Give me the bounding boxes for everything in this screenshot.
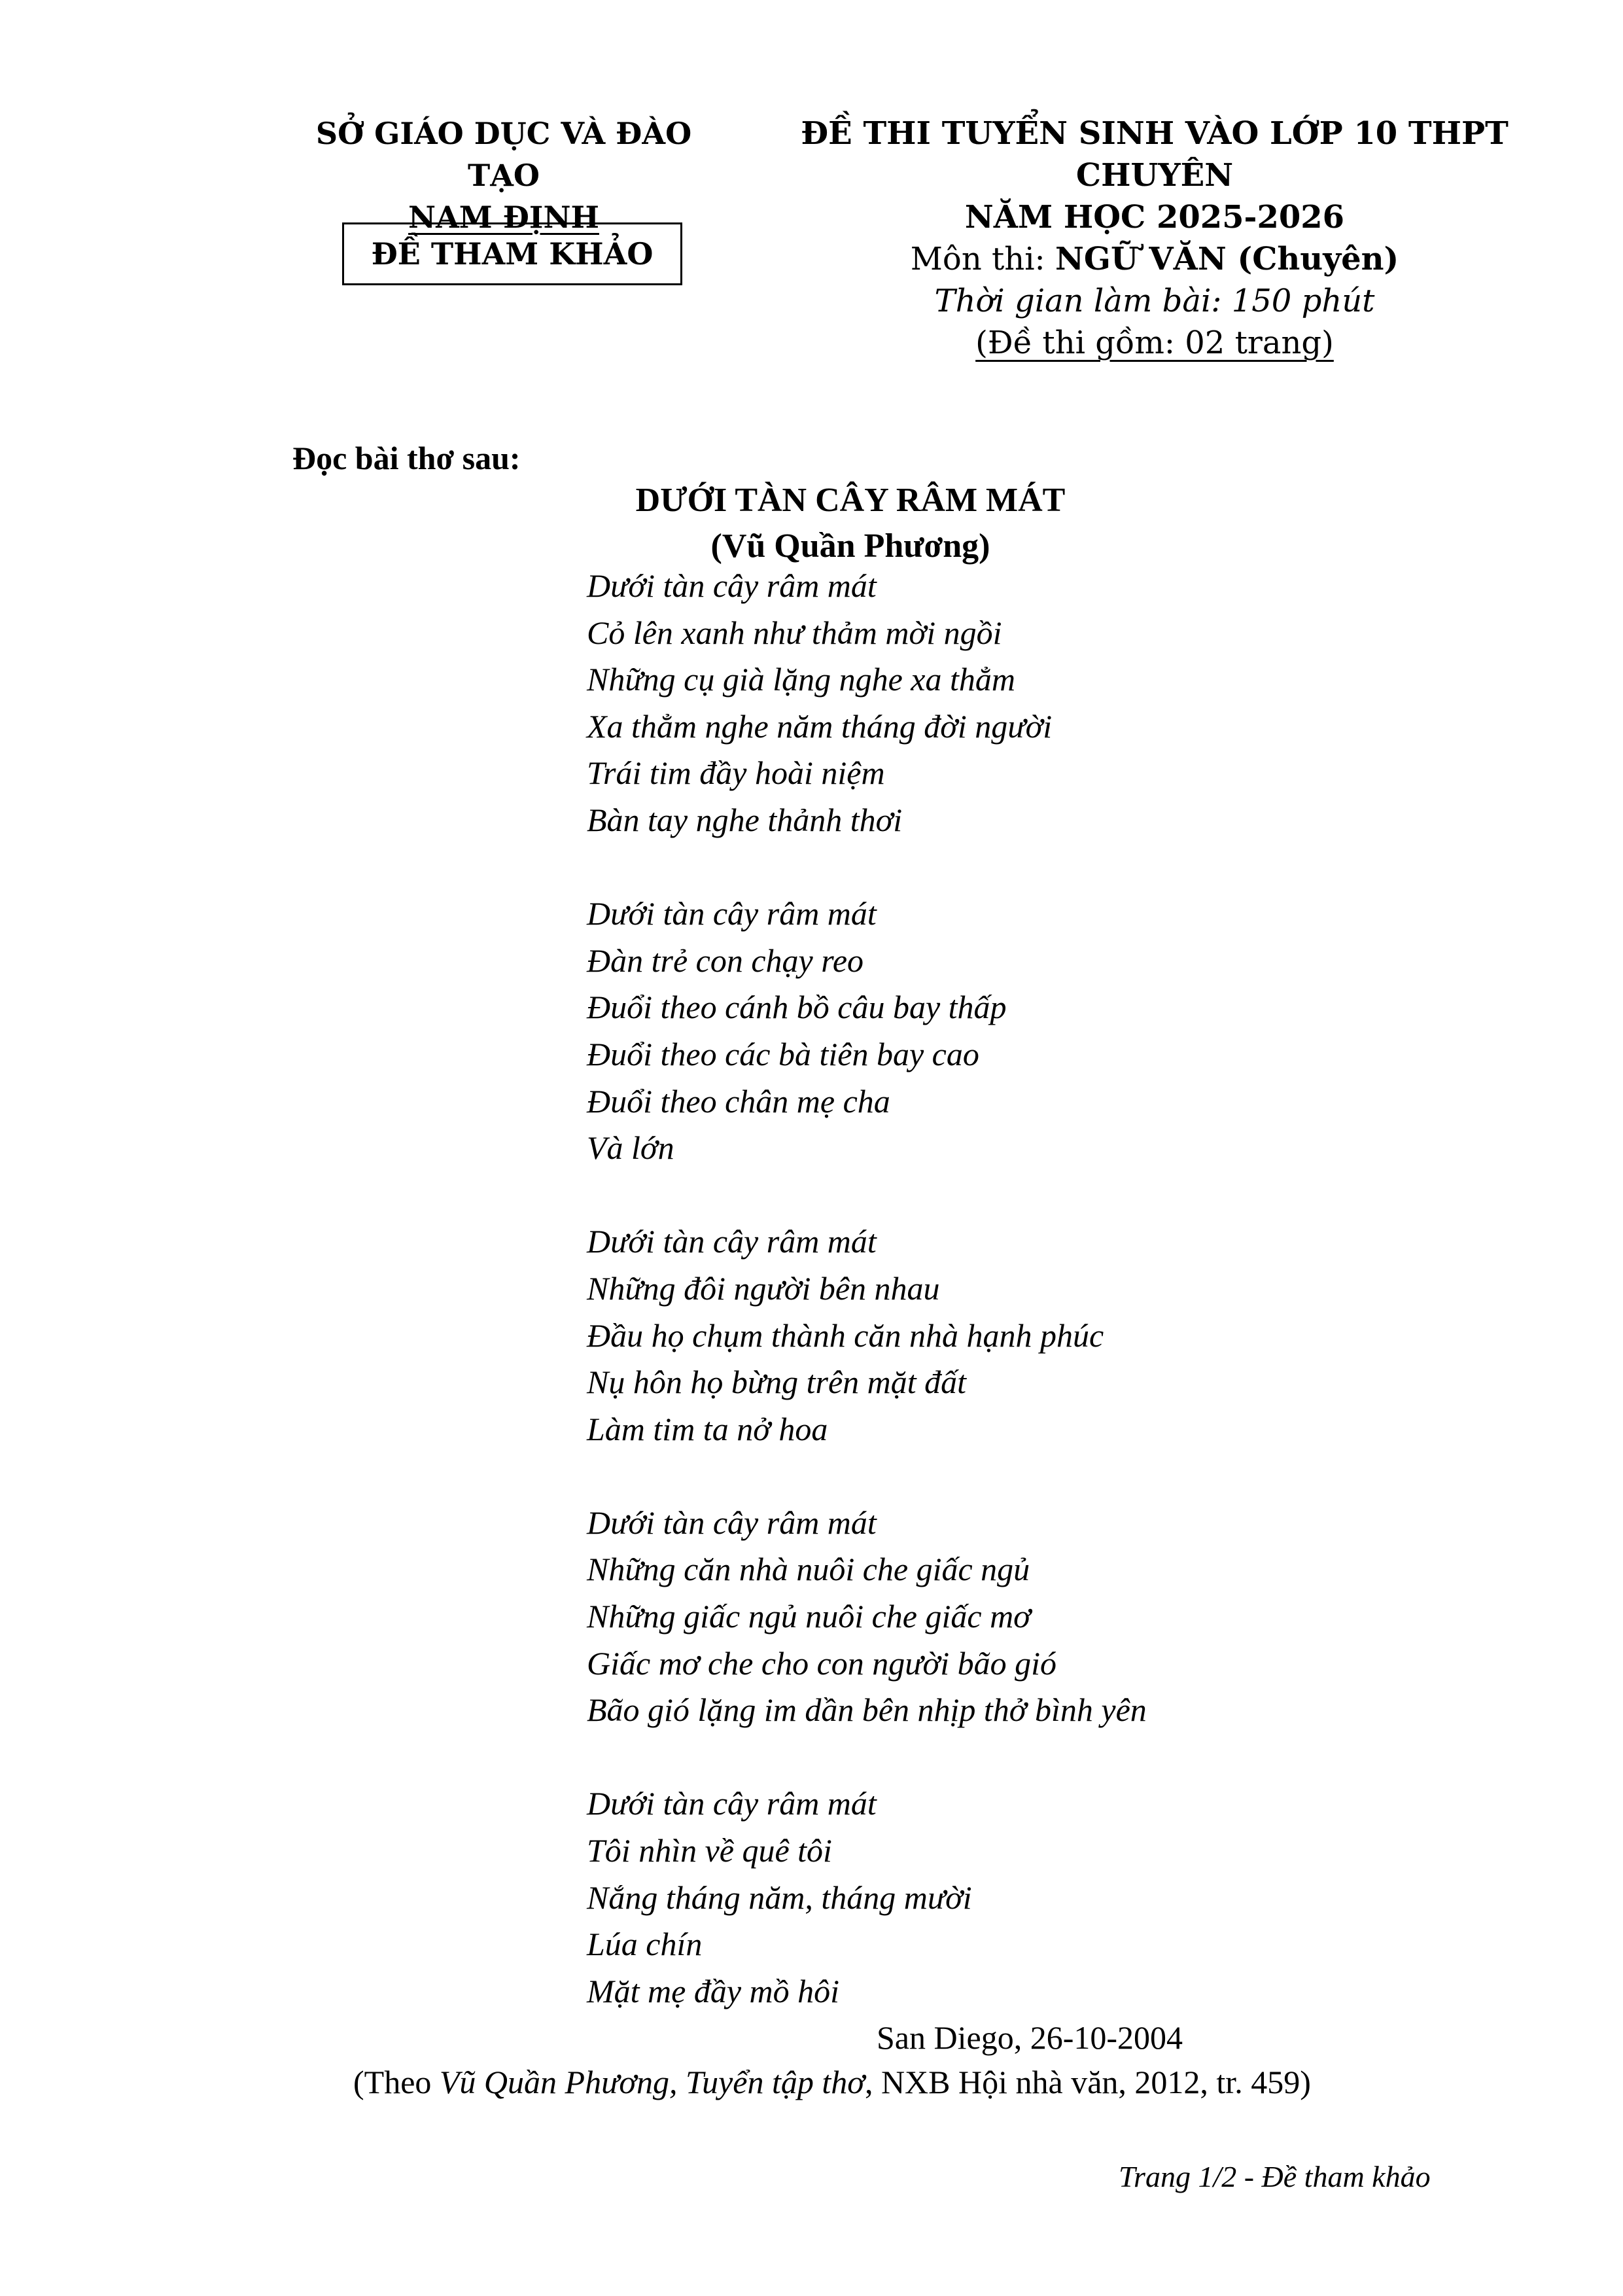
poem-title: DƯỚI TÀN CÂY RÂM MÁT (635, 482, 1066, 519)
poem-line: Nắng tháng năm, tháng mười (587, 1879, 972, 1916)
pages-note: (Đề thi gồm: 02 trang) (975, 325, 1334, 361)
stanza-gap (587, 1172, 1147, 1219)
poem-place-date: San Diego, 26-10-2004 (877, 2019, 1183, 2056)
exam-duration: Thời gian làm bài: 150 phút (934, 283, 1375, 319)
poem-line: Mặt mẹ đầy mồ hôi (587, 1972, 840, 2009)
province-name: NAM ĐỊNH (408, 200, 599, 235)
subject-value: NGỮ VĂN (Chuyên) (1055, 241, 1399, 277)
poem-line: Bão gió lặng im dần bên nhịp thở bình yên (587, 1691, 1147, 1729)
exam-title: ĐỀ THI TUYỂN SINH VÀO LỚP 10 THPT CHUYÊN (801, 115, 1509, 194)
poem-line: Cỏ lên xanh như thảm mời ngồi (587, 614, 1002, 651)
poem-line: Tôi nhìn về quê tôi (587, 1832, 832, 1869)
poem-author: (Vũ Quần Phương) (710, 527, 990, 565)
exam-header (752, 113, 1557, 364)
poem-stanza (587, 563, 1147, 891)
poem-stanza (587, 1780, 1147, 2015)
poem-stanza (587, 1218, 1147, 1500)
department-name: SỞ GIÁO DỤC VÀ ĐÀO TẠO (315, 116, 692, 193)
source-book: Vũ Quần Phương, Tuyển tập thơ (439, 2064, 865, 2100)
poem-stanza (587, 1500, 1147, 1781)
poem-body (587, 563, 1147, 2015)
poem-line: Nụ hôn họ bừng trên mặt đất (587, 1364, 967, 1401)
reference-exam-box: ĐỀ THAM KHẢO (342, 222, 682, 285)
poem-line: Bàn tay nghe thảnh thơi (587, 801, 903, 838)
stanza-gap (587, 844, 1147, 891)
poem-line: Những cụ già lặng nghe xa thẳm (587, 661, 1015, 698)
department-header (275, 113, 733, 238)
poem-line: Những căn nhà nuôi che giấc ngủ (587, 1551, 1030, 1588)
poem-line: Lúa chín (587, 1926, 703, 1963)
poem-heading (458, 478, 1243, 569)
reading-instruction: Đọc bài thơ sau: (292, 440, 521, 476)
poem-line: Đuổi theo các bà tiên bay cao (587, 1035, 979, 1072)
poem-line: Trái tim đầy hoài niệm (587, 754, 885, 792)
poem-line: Xa thẳm nghe năm tháng đời người (587, 707, 1053, 745)
poem-line: Dưới tàn cây râm mát (587, 1223, 877, 1260)
poem-line: Đầu họ chụm thành căn nhà hạnh phúc (587, 1316, 1104, 1354)
poem-line: Dưới tàn cây râm mát (587, 567, 877, 604)
poem-line: Đàn trẻ con chạy reo (587, 942, 864, 979)
school-year: NĂM HỌC 2025-2026 (964, 199, 1345, 236)
poem-line: Và lớn (587, 1129, 674, 1167)
poem-line: Những đôi người bên nhau (587, 1269, 940, 1307)
poem-line: Đuổi theo chân mẹ cha (587, 1082, 890, 1120)
subject-line: Môn thi: NGỮ VĂN (Chuyên) (910, 241, 1399, 277)
page-footer: Trang 1/2 - Đề tham khảo (1119, 2160, 1431, 2193)
poem-line: Dưới tàn cây râm mát (587, 1785, 877, 1822)
poem-stanza (587, 891, 1147, 1218)
poem-source: (Theo Vũ Quần Phương, Tuyển tập thơ, NXB Hội nhà văn, 2012, tr. 459) (353, 2064, 1311, 2100)
stanza-gap (587, 1734, 1147, 1781)
poem-line: Đuổi theo cánh bồ câu bay thấp (587, 989, 1007, 1026)
poem-line: Những giấc ngủ nuôi che giấc mơ (587, 1598, 1031, 1635)
poem-line: Dưới tàn cây râm mát (587, 1504, 877, 1541)
poem-line: Giấc mơ che cho con người bão gió (587, 1644, 1056, 1682)
poem-line: Làm tim ta nở hoa (587, 1410, 828, 1447)
stanza-gap (587, 1453, 1147, 1500)
poem-line: Dưới tàn cây râm mát (587, 895, 877, 932)
